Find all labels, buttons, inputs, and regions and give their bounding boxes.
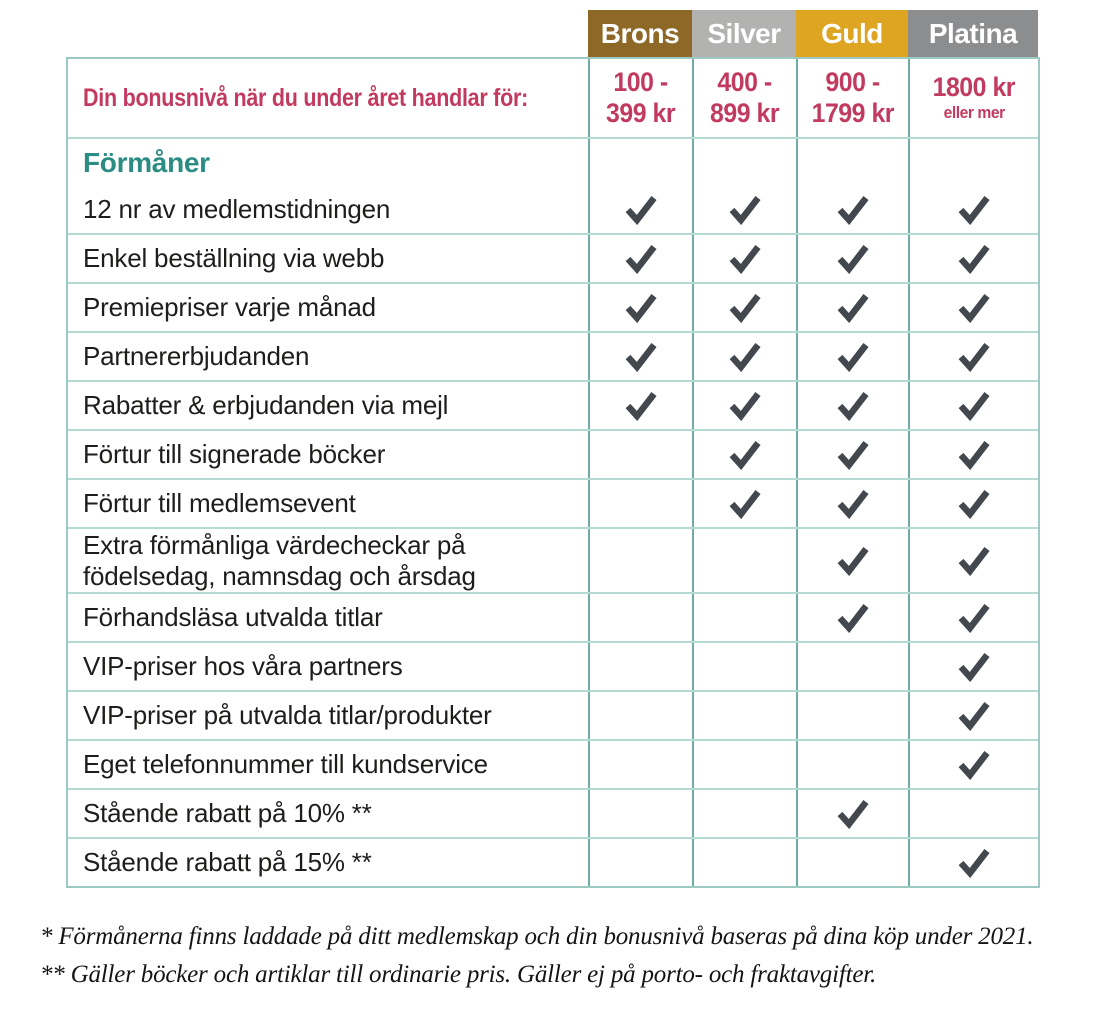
empty-cell (692, 692, 796, 739)
empty-cell (588, 741, 692, 788)
benefit-label-cell (68, 333, 588, 380)
check-icon (624, 195, 658, 225)
benefit-label-cell (68, 480, 588, 527)
section-title: Förmåner (83, 146, 210, 178)
benefit-label: Förtur till medlemsevent (83, 488, 356, 519)
check-icon (836, 489, 870, 519)
check-icon (728, 440, 762, 470)
footnotes (40, 918, 1033, 994)
benefit-row (68, 641, 1038, 690)
benefit-check-cell-guld (796, 284, 908, 331)
benefit-check-cell-guld (796, 431, 908, 478)
check-icon (957, 652, 991, 682)
check-icon (728, 244, 762, 274)
benefit-label: Premiepriser varje månad (83, 292, 376, 323)
tier-tab-platina (908, 10, 1038, 57)
benefit-check-cell-brons (588, 186, 692, 233)
empty-cell (588, 431, 692, 478)
benefit-label: Enkel beställning via webb (83, 243, 385, 274)
benefit-check-cell-silver (692, 333, 796, 380)
benefit-label: Förhandsläsa utvalda titlar (83, 602, 383, 633)
empty-cell (588, 839, 692, 886)
price-range-line: 399 kr (606, 98, 676, 128)
tier-tab-label: Brons (600, 17, 680, 49)
price-range-line: 899 kr (710, 98, 780, 128)
benefit-label: Partnererbjudanden (83, 341, 310, 372)
benefit-row (68, 478, 1038, 527)
empty-cell (692, 594, 796, 641)
benefit-label-cell (68, 839, 588, 886)
benefit-check-cell-platina (908, 594, 1038, 641)
tier-tabs (588, 10, 1038, 57)
check-icon (624, 342, 658, 372)
footnote-1: * Förmånerna finns laddade på ditt medlemskap och din bonusnivå baseras på dina köp under 2021. (40, 923, 1034, 950)
tier-tab-silver (692, 10, 796, 57)
empty-cell (588, 643, 692, 690)
check-icon (957, 440, 991, 470)
benefit-check-cell-silver (692, 480, 796, 527)
benefit-label: Rabatter & erbjudanden via mejl (83, 390, 449, 421)
benefit-label: VIP-priser på utvalda titlar/produkter (83, 700, 492, 731)
price-range-cell-guld (796, 59, 908, 137)
empty-cell (692, 741, 796, 788)
price-range-cell-platina (908, 59, 1038, 137)
benefit-check-cell-silver (692, 235, 796, 282)
bonus-level-row (68, 59, 1038, 137)
benefit-label-cell (68, 382, 588, 429)
benefit-check-cell-platina (908, 529, 1038, 592)
benefit-check-cell-platina (908, 284, 1038, 331)
check-icon (836, 293, 870, 323)
benefit-row (68, 429, 1038, 478)
benefit-check-cell-brons (588, 284, 692, 331)
check-icon (728, 391, 762, 421)
benefit-label-cell (68, 186, 588, 233)
check-icon (957, 848, 991, 878)
benefit-row (68, 282, 1038, 331)
benefit-check-cell-platina (908, 839, 1038, 886)
check-icon (957, 342, 991, 372)
check-icon (957, 195, 991, 225)
benefit-check-cell-platina (908, 382, 1038, 429)
benefit-check-cell-platina (908, 643, 1038, 690)
empty-cell (588, 529, 692, 592)
empty-cell (908, 139, 1038, 186)
check-icon (836, 244, 870, 274)
price-range-line: 1799 kr (811, 98, 895, 128)
benefit-check-cell-platina (908, 431, 1038, 478)
benefit-row (68, 837, 1038, 886)
benefit-row (68, 527, 1038, 592)
tier-tab-label: Platina (928, 17, 1018, 49)
benefit-check-cell-platina (908, 480, 1038, 527)
empty-cell (796, 139, 908, 186)
price-range-line: 900 - (825, 66, 881, 97)
tier-tab-label: Guld (821, 17, 883, 49)
empty-cell (692, 529, 796, 592)
benefit-row (68, 690, 1038, 739)
check-icon (624, 293, 658, 323)
check-icon (836, 195, 870, 225)
benefit-check-cell-brons (588, 333, 692, 380)
check-icon (957, 244, 991, 274)
benefit-label-cell (68, 235, 588, 282)
section-title-cell (68, 139, 588, 186)
check-icon (836, 342, 870, 372)
benefit-label-cell (68, 790, 588, 837)
check-icon (728, 195, 762, 225)
benefit-label: 12 nr av medlemstidningen (83, 194, 391, 225)
bonus-level-label: Din bonusnivå när du under året handlar för: (83, 83, 528, 112)
empty-cell (796, 839, 908, 886)
benefit-check-cell-brons (588, 382, 692, 429)
empty-cell (692, 139, 796, 186)
benefit-check-cell-guld (796, 594, 908, 641)
check-icon (836, 546, 870, 576)
benefit-label-cell (68, 284, 588, 331)
check-icon (957, 546, 991, 576)
benefit-check-cell-guld (796, 529, 908, 592)
benefit-label-cell (68, 741, 588, 788)
section-header-row (68, 137, 1038, 186)
benefit-row (68, 739, 1038, 788)
benefit-row (68, 788, 1038, 837)
benefit-check-cell-silver (692, 284, 796, 331)
benefit-label-cell (68, 431, 588, 478)
check-icon (957, 489, 991, 519)
empty-cell (692, 790, 796, 837)
benefit-check-cell-platina (908, 692, 1038, 739)
benefit-check-cell-platina (908, 186, 1038, 233)
empty-cell (908, 790, 1038, 837)
price-range-line: 1800 kr (932, 72, 1016, 103)
check-icon (624, 244, 658, 274)
benefit-check-cell-silver (692, 186, 796, 233)
price-range-cell-brons (588, 59, 692, 137)
check-icon (957, 391, 991, 421)
footnote-2: ** Gäller böcker och artiklar till ordinarie pris. Gäller ej på porto- och fraktavgifter. (40, 961, 877, 988)
empty-cell (588, 790, 692, 837)
empty-cell (692, 839, 796, 886)
benefit-label: Förtur till signerade böcker (83, 439, 386, 470)
benefit-label: Stående rabatt på 10% ** (83, 798, 372, 829)
empty-cell (796, 692, 908, 739)
benefit-row (68, 592, 1038, 641)
benefit-check-cell-guld (796, 382, 908, 429)
empty-cell (796, 643, 908, 690)
benefit-check-cell-guld (796, 235, 908, 282)
check-icon (957, 603, 991, 633)
tier-tab-guld (796, 10, 908, 57)
check-icon (836, 799, 870, 829)
empty-cell (588, 692, 692, 739)
benefit-label-cell (68, 594, 588, 641)
benefit-check-cell-platina (908, 235, 1038, 282)
check-icon (728, 342, 762, 372)
benefit-check-cell-silver (692, 431, 796, 478)
tier-tab-label: Silver (707, 17, 781, 49)
benefit-row (68, 331, 1038, 380)
benefit-check-cell-guld (796, 186, 908, 233)
check-icon (836, 603, 870, 633)
check-icon (957, 701, 991, 731)
check-icon (836, 440, 870, 470)
empty-cell (588, 139, 692, 186)
check-icon (624, 391, 658, 421)
benefit-label: VIP-priser hos våra partners (83, 651, 403, 682)
price-range-line: 400 - (717, 66, 773, 97)
empty-cell (796, 741, 908, 788)
empty-cell (588, 480, 692, 527)
empty-cell (692, 643, 796, 690)
benefit-label-cell (68, 692, 588, 739)
benefit-check-cell-platina (908, 741, 1038, 788)
check-icon (728, 489, 762, 519)
empty-cell (588, 594, 692, 641)
benefit-check-cell-platina (908, 333, 1038, 380)
benefit-row (68, 186, 1038, 233)
benefit-check-cell-silver (692, 382, 796, 429)
check-icon (957, 750, 991, 780)
benefit-label-cell (68, 643, 588, 690)
benefit-row (68, 233, 1038, 282)
tier-tab-brons (588, 10, 692, 57)
bonus-level-label-cell (68, 59, 588, 137)
check-icon (728, 293, 762, 323)
benefit-label: Eget telefonnummer till kundservice (83, 749, 488, 780)
benefit-label: Stående rabatt på 15% ** (83, 847, 372, 878)
benefit-row (68, 380, 1038, 429)
benefit-check-cell-guld (796, 480, 908, 527)
benefits-table (66, 57, 1040, 888)
benefit-check-cell-brons (588, 235, 692, 282)
benefit-label: Extra förmånliga värdecheckar på födelsedag, namnsdag och årsdag (83, 529, 476, 591)
check-icon (836, 391, 870, 421)
check-icon (957, 293, 991, 323)
benefit-check-cell-guld (796, 333, 908, 380)
benefit-label-cell (68, 529, 588, 592)
price-range-line: eller mer (943, 103, 1005, 123)
price-range-line: 100 - (613, 66, 669, 97)
benefit-check-cell-guld (796, 790, 908, 837)
price-range-cell-silver (692, 59, 796, 137)
